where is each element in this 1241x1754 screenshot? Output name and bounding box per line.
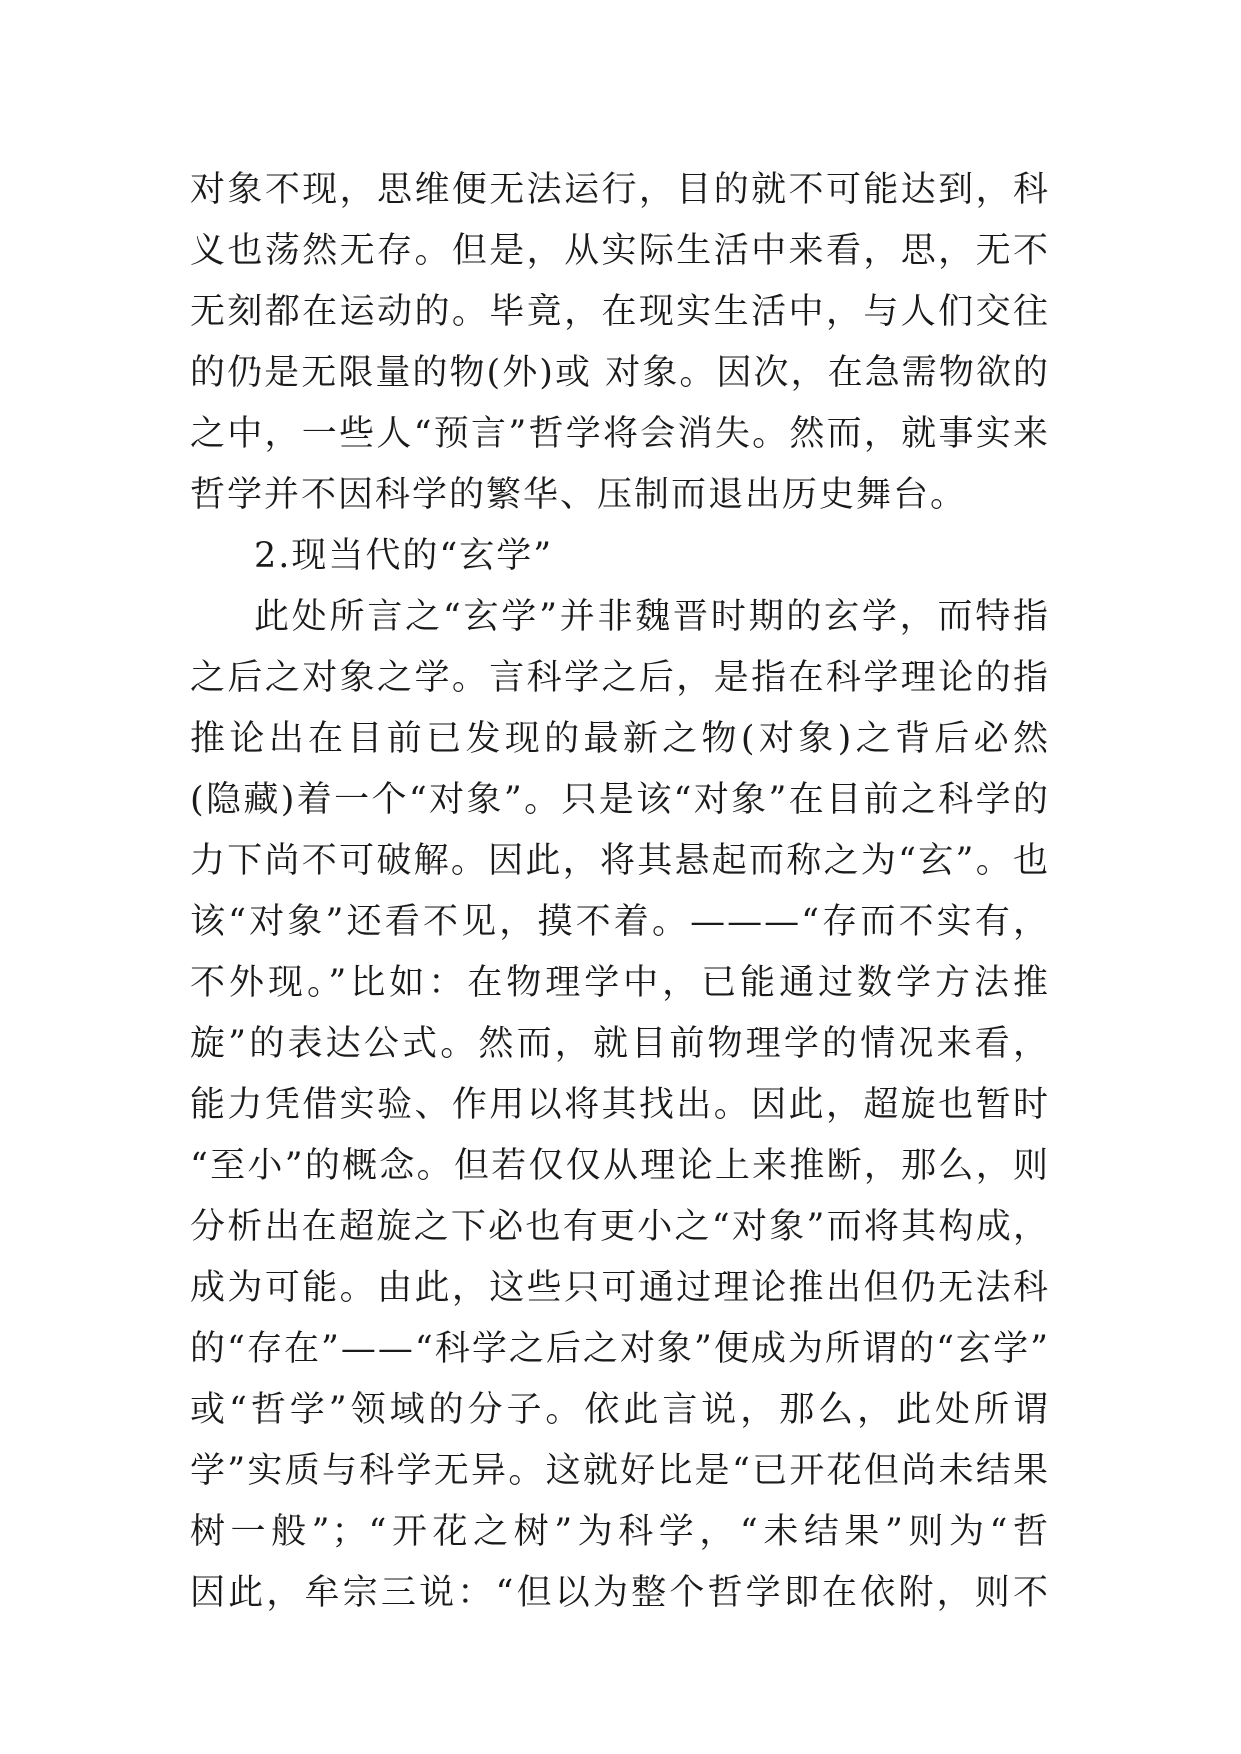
text-line: 的仍是无限量的物(外)或 对象。因次，在急需物欲的: [190, 353, 1050, 393]
text-line: 力下尚不可破解。因此，将其悬起而称之为“玄”。也: [190, 841, 1050, 881]
text-line: 能力凭借实验、作用以将其找出。因此，超旋也暂时: [190, 1085, 1050, 1125]
text-line: 对象不现，思维便无法运行，目的就不可能达到，科: [190, 170, 1050, 210]
text-line: 因此，牟宗三说：“但以为整个哲学即在依附，则不: [190, 1573, 1050, 1613]
text-line: 哲学并不因科学的繁华、压制而退出历史舞台。: [190, 475, 968, 515]
text-line: 树一般”；“开花之树”为科学，“未结果”则为“哲: [190, 1512, 1050, 1552]
text-line: 分析出在超旋之下必也有更小之“对象”而将其构成，: [190, 1207, 1050, 1247]
body-text: [190, 160, 1050, 1624]
text-line: 成为可能。由此，这些只可通过理论推出但仍无法科: [190, 1268, 1050, 1308]
text-line: “至小”的概念。但若仅仅从理论上来推断，那么，则: [190, 1146, 1050, 1186]
text-line: 推论出在目前已发现的最新之物(对象)之背后必然: [190, 719, 1050, 759]
text-line: 之中，一些人“预言”哲学将会消失。然而，就事实来: [190, 414, 1050, 454]
text-line: 2.现当代的“玄学”: [254, 536, 554, 576]
text-line: 该“对象”还看不见，摸不着。———“存而不实有，: [190, 902, 1050, 942]
text-line: 之后之对象之学。言科学之后，是指在科学理论的指: [190, 658, 1050, 698]
text-line: 或“哲学”领域的分子。依此言说，那么，此处所谓: [190, 1390, 1050, 1430]
text-line: 旋”的表达公式。然而，就目前物理学的情况来看，: [190, 1024, 1050, 1064]
text-line: (隐藏)着一个“对象”。只是该“对象”在目前之科学的: [190, 780, 1050, 820]
text-line: 义也荡然无存。但是，从实际生活中来看，思，无不: [190, 231, 1050, 271]
text-line: 的“存在”——“科学之后之对象”便成为所谓的“玄学”: [190, 1329, 1050, 1369]
text-line: 不外现。”比如：在物理学中，已能通过数学方法推: [190, 963, 1050, 1003]
text-line: 学”实质与科学无异。这就好比是“已开花但尚未结果: [190, 1451, 1050, 1491]
text-line: 此处所言之“玄学”并非魏晋时期的玄学，而特指: [254, 597, 1050, 637]
text-line: 无刻都在运动的。毕竟，在现实生活中，与人们交往: [190, 292, 1050, 332]
